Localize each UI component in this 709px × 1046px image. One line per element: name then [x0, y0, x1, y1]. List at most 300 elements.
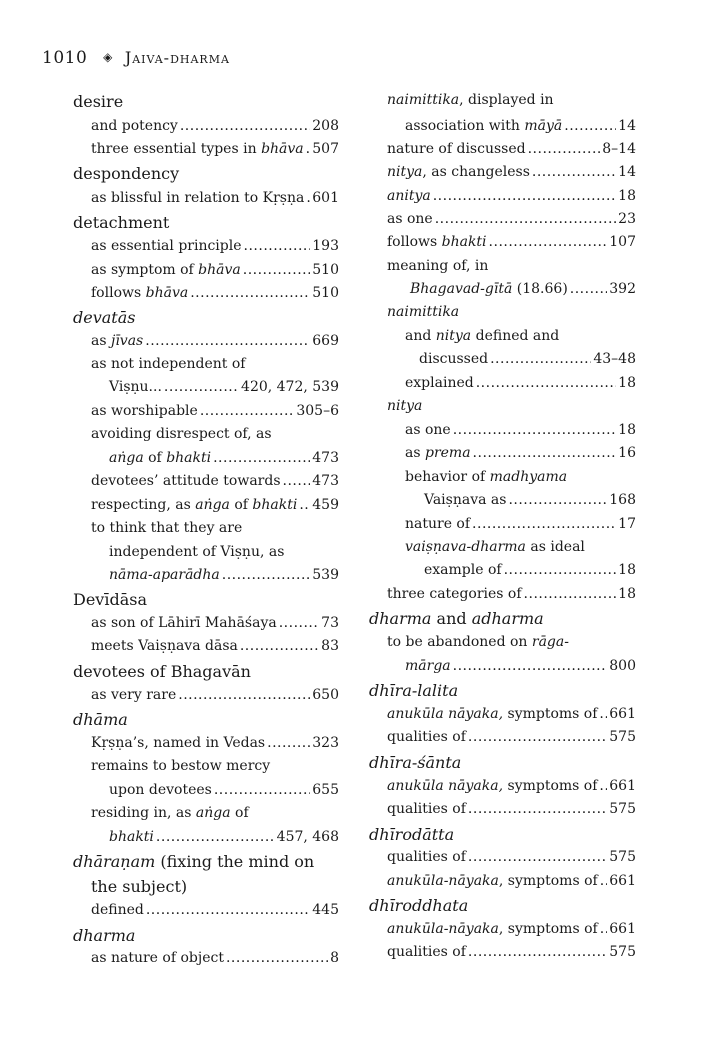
entry-label-part: behavior of — [405, 469, 490, 485]
page-reference: 575 — [609, 944, 636, 960]
entry-label-part: rāga- — [531, 634, 569, 650]
page-reference: 575 — [609, 801, 636, 817]
index-subentry — [91, 190, 339, 206]
index-heading — [73, 926, 135, 945]
entry-label-part: anukūla-nāyaka — [387, 921, 499, 937]
page-reference: 193 — [312, 238, 339, 254]
index-subentry — [387, 921, 636, 937]
index-subentry — [91, 520, 242, 536]
entry-label-part: and — [405, 328, 436, 344]
entry-label-part: anukūla-nāyaka — [387, 873, 499, 889]
dot-leader — [433, 188, 616, 204]
page-reference: 8–14 — [602, 141, 636, 157]
page-reference: 208 — [312, 118, 339, 134]
entry-label-part: nāma-aparādha — [109, 567, 220, 583]
entry-label — [405, 539, 585, 555]
entry-label-part: of — [143, 450, 167, 466]
entry-label: remains to bestow mercy — [91, 758, 271, 774]
entry-label-part: dhīroddhata — [369, 896, 469, 915]
entry-label — [405, 658, 451, 674]
index-subentry — [387, 778, 636, 794]
entry-label-part: bhāva — [261, 141, 304, 157]
dot-leader — [214, 782, 310, 798]
dot-leader — [283, 473, 311, 489]
entry-label-part: māyā — [524, 118, 563, 134]
entry-label — [405, 469, 567, 485]
index-subentry — [91, 758, 270, 774]
page-reference: 800 — [609, 658, 636, 674]
page-number: 1010 — [42, 48, 88, 68]
page-reference: 510 — [312, 285, 339, 301]
entry-label-part: jīvas — [110, 333, 144, 349]
entry-label-part: , displayed in — [459, 92, 554, 108]
index-subentry — [387, 398, 422, 414]
index-subentry — [405, 445, 636, 461]
entry-label — [109, 450, 211, 466]
entry-label-part: madhyama — [489, 469, 568, 485]
entry-label — [369, 896, 468, 915]
entry-label — [91, 141, 304, 157]
entry-label-part: of — [230, 805, 249, 821]
dot-leader — [472, 516, 616, 532]
page-reference: 473 — [312, 450, 339, 466]
dot-leader — [243, 262, 311, 278]
index-subentry — [91, 638, 339, 654]
entry-label: as not independent of — [91, 356, 246, 372]
entry-label-part: aṅga — [109, 450, 144, 466]
dot-leader — [306, 141, 311, 157]
index-subentry — [387, 849, 636, 865]
entry-label — [91, 333, 143, 349]
index-subentry — [91, 615, 339, 631]
entry-label-part: bhāva — [198, 262, 241, 278]
dot-leader — [180, 118, 310, 134]
dot-leader — [267, 735, 310, 751]
index-subentry — [405, 328, 559, 344]
index-subentry — [91, 902, 339, 918]
dot-leader — [532, 164, 616, 180]
entry-label: and potency — [91, 118, 178, 134]
index-subentry — [405, 539, 585, 555]
page-reference: 18 — [618, 586, 636, 602]
entry-label — [387, 706, 597, 722]
page-reference: 445 — [312, 902, 339, 918]
entry-label-part: Bhagavad-gītā — [410, 281, 513, 297]
entry-label-part: dhīrodātta — [369, 825, 455, 844]
entry-label-part: bhakti — [166, 450, 212, 466]
dot-leader — [504, 562, 617, 578]
entry-label — [73, 308, 135, 327]
entry-label — [387, 778, 597, 794]
entry-label-part: dhīra-śānta — [369, 753, 462, 772]
index-subentry — [91, 118, 339, 134]
index-subentry — [91, 735, 339, 751]
page-reference: 17 — [618, 516, 636, 532]
index-heading — [369, 753, 461, 772]
page-reference: 459 — [312, 497, 339, 513]
page-reference: 507 — [312, 141, 339, 157]
running-header — [42, 48, 230, 68]
index-heading — [73, 308, 135, 327]
entry-label-part: (fixing the mind on — [155, 852, 315, 871]
entry-label-part: , symptoms of — [498, 873, 598, 889]
entry-label-part: symptoms of — [503, 706, 598, 722]
dot-leader — [599, 706, 607, 722]
page-reference: 18 — [618, 375, 636, 391]
entry-label-part: dharma — [369, 609, 432, 628]
index-subentry — [387, 634, 569, 650]
index-heading — [73, 662, 251, 681]
entry-label-part: naimittika — [387, 92, 460, 108]
index-heading — [73, 213, 169, 232]
entry-label-part: bhakti — [441, 234, 487, 250]
index-subentry — [91, 473, 339, 489]
index-subentry — [387, 234, 636, 250]
entry-label: discussed — [419, 351, 489, 367]
entry-label: meets Vaiṣṇava dāsa — [91, 638, 238, 654]
dot-leader — [156, 829, 275, 845]
index-subentry — [387, 873, 636, 889]
entry-label: as worshipable — [91, 403, 198, 419]
entry-label-part: follows — [387, 234, 442, 250]
index-subentry — [91, 285, 339, 301]
entry-label — [387, 634, 569, 650]
entry-label: desire — [73, 92, 124, 111]
entry-label — [387, 164, 530, 180]
index-subentry — [109, 782, 339, 798]
entry-label: qualities of — [387, 729, 466, 745]
entry-label: avoiding disrespect of, as — [91, 426, 272, 442]
page-reference: 43–48 — [593, 351, 636, 367]
index-subentry — [91, 333, 339, 349]
index-heading — [73, 710, 128, 729]
index-heading — [91, 877, 187, 896]
entry-label — [387, 398, 422, 414]
index-heading — [369, 609, 544, 628]
entry-label-part: vaiṣṇava-dharma — [405, 539, 526, 555]
entry-label: explained — [405, 375, 474, 391]
dot-leader — [489, 234, 608, 250]
index-subentry — [424, 492, 636, 508]
entry-label-part: nitya — [387, 164, 423, 180]
entry-label: nature of — [405, 516, 471, 532]
entry-label — [387, 188, 431, 204]
index-heading — [73, 92, 123, 111]
entry-label-part: to be abandoned on — [387, 634, 532, 650]
page-reference: 18 — [618, 188, 636, 204]
index-subentry — [91, 262, 339, 278]
dot-leader — [178, 687, 310, 703]
entry-label — [369, 609, 544, 628]
entry-label — [387, 304, 459, 320]
page-reference: 420, 472, 539 — [241, 379, 339, 395]
page-reference: 18 — [618, 422, 636, 438]
dot-leader — [524, 586, 617, 602]
index-heading — [369, 896, 468, 915]
entry-label: qualities of — [387, 801, 466, 817]
entry-label-part: follows — [91, 285, 146, 301]
index-subentry — [387, 211, 636, 227]
entry-label: devotees of Bhagavān — [73, 662, 251, 681]
entry-label-part: anukūla nāyaka, — [387, 706, 504, 722]
entry-label: the subject) — [91, 877, 188, 896]
entry-label — [387, 921, 598, 937]
entry-label — [369, 825, 454, 844]
dot-leader — [226, 950, 328, 966]
entry-label — [109, 567, 220, 583]
dot-leader — [453, 422, 616, 438]
dot-leader — [468, 849, 607, 865]
entry-label-part: devatās — [73, 308, 136, 327]
entry-label — [91, 285, 188, 301]
dot-leader — [599, 778, 607, 794]
entry-label-part: bhakti — [109, 829, 154, 845]
page-reference: 510 — [312, 262, 339, 278]
entry-label: qualities of — [387, 849, 466, 865]
index-subentry — [387, 188, 636, 204]
index-subentry — [410, 281, 636, 297]
index-subentry — [405, 516, 636, 532]
page-reference: 168 — [609, 492, 636, 508]
page-reference: 323 — [312, 735, 339, 751]
index-subentry — [109, 567, 339, 583]
page-reference: 8 — [330, 950, 339, 966]
entry-label — [410, 281, 568, 297]
index-subentry — [91, 403, 339, 419]
index-subentry — [91, 426, 272, 442]
dot-leader — [564, 118, 616, 134]
index-subentry — [109, 544, 284, 560]
index-subentry — [387, 141, 636, 157]
entry-label: as nature of object — [91, 950, 224, 966]
page-reference: 575 — [609, 849, 636, 865]
entry-label — [91, 262, 241, 278]
page-reference: 473 — [312, 473, 339, 489]
dot-leader — [473, 445, 617, 461]
page-reference: 661 — [609, 921, 636, 937]
page-reference: 14 — [618, 164, 636, 180]
entry-label-part: , symptoms of — [498, 921, 598, 937]
entry-label-part: bhāva — [145, 285, 189, 301]
entry-label-part: association with — [405, 118, 525, 134]
entry-label-part: as — [405, 445, 425, 461]
dot-leader — [164, 379, 239, 395]
entry-label — [387, 873, 598, 889]
page-reference: 575 — [609, 729, 636, 745]
entry-label-part: as ideal — [525, 539, 585, 555]
entry-label-part: dhāma — [73, 710, 128, 729]
page-reference: 73 — [321, 615, 339, 631]
entry-label: despondency — [73, 164, 180, 183]
index-subentry — [405, 658, 636, 674]
entry-label: as blissful in relation to Kṛṣṇa — [91, 190, 305, 206]
index-subentry — [424, 562, 636, 578]
index-subentry — [405, 118, 636, 134]
index-subentry — [387, 586, 636, 602]
entry-label-part: anitya — [387, 188, 431, 204]
index-heading — [369, 825, 454, 844]
entry-label-part: nitya — [387, 398, 423, 414]
entry-label-part: dhāraṇam — [73, 852, 156, 871]
index-subentry — [91, 805, 249, 821]
dot-leader — [453, 658, 608, 674]
index-subentry — [387, 258, 488, 274]
page-reference: 601 — [312, 190, 339, 206]
index-heading — [73, 590, 147, 609]
index-subentry — [387, 944, 636, 960]
entry-label-part: dhīra-lalita — [369, 681, 459, 700]
dot-leader — [213, 450, 310, 466]
index-subentry — [91, 356, 245, 372]
entry-label-part: prema — [424, 445, 471, 461]
dot-leader — [468, 801, 607, 817]
index-subentry — [387, 164, 636, 180]
entry-label — [73, 926, 135, 945]
page-reference: 83 — [321, 638, 339, 654]
entry-label-part: mārga — [405, 658, 451, 674]
entry-label: as very rare — [91, 687, 177, 703]
index-heading — [369, 681, 458, 700]
dot-leader — [244, 238, 311, 254]
entry-label: as son of Lāhirī Mahāśaya — [91, 615, 277, 631]
dot-leader — [240, 638, 319, 654]
index-subentry — [91, 687, 339, 703]
entry-label-part: of — [229, 497, 253, 513]
dot-leader — [222, 567, 311, 583]
entry-label: meaning of, in — [387, 258, 489, 274]
index-subentry — [387, 706, 636, 722]
diamond-separator-icon: ◈ — [103, 50, 113, 64]
entry-label — [369, 753, 461, 772]
page-reference: 16 — [618, 445, 636, 461]
index-subentry — [91, 950, 339, 966]
dot-leader — [508, 492, 607, 508]
index-subentry — [387, 92, 554, 108]
dot-leader — [435, 211, 616, 227]
dot-leader — [145, 333, 310, 349]
index-subentry — [387, 801, 636, 817]
page-reference: 107 — [609, 234, 636, 250]
entry-label — [369, 681, 458, 700]
entry-label: upon devotees — [109, 782, 212, 798]
dot-leader — [146, 902, 310, 918]
entry-label — [387, 92, 554, 108]
entry-label: to think that they are — [91, 520, 243, 536]
book-title: Jaiva-dharma — [124, 48, 230, 67]
entry-label-part: aṅga — [195, 497, 230, 513]
entry-label-part: as — [91, 333, 111, 349]
page-reference: 655 — [312, 782, 339, 798]
index-subentry — [91, 238, 339, 254]
entry-label — [109, 829, 154, 845]
dot-leader — [200, 403, 295, 419]
index-heading — [73, 164, 179, 183]
dot-leader — [570, 281, 607, 297]
entry-label-part: three essential types in — [91, 141, 262, 157]
entry-label: Vaiṣṇava as — [424, 492, 507, 508]
entry-label-part: anukūla nāyaka, — [387, 778, 504, 794]
page-reference: 23 — [618, 211, 636, 227]
index-subentry — [109, 379, 339, 395]
entry-label: three categories of — [387, 586, 522, 602]
index-subentry — [387, 304, 459, 320]
entry-label-part: defined and — [471, 328, 560, 344]
page-reference: 392 — [609, 281, 636, 297]
entry-label — [405, 118, 562, 134]
entry-label-part: and — [431, 609, 472, 628]
entry-label — [91, 497, 297, 513]
entry-label: Viṣṇu... — [109, 379, 162, 395]
entry-label — [91, 805, 249, 821]
entry-label: example of — [424, 562, 502, 578]
dot-leader — [306, 190, 310, 206]
dot-leader — [279, 615, 319, 631]
page-reference: 661 — [609, 706, 636, 722]
entry-label: as one — [405, 422, 451, 438]
entry-label: detachment — [73, 213, 170, 232]
index-subentry — [109, 450, 339, 466]
page-reference: 661 — [609, 778, 636, 794]
index-subentry — [387, 729, 636, 745]
dot-leader — [476, 375, 616, 391]
entry-label: devotees’ attitude towards — [91, 473, 281, 489]
entry-label-part: respecting, as — [91, 497, 196, 513]
entry-label-part: bhakti — [252, 497, 298, 513]
entry-label — [405, 445, 471, 461]
page-reference: 661 — [609, 873, 636, 889]
index-subentry — [91, 497, 339, 513]
entry-label-part: aṅga — [195, 805, 231, 821]
index-subentry — [91, 141, 339, 157]
entry-label-part: (18.66) — [512, 281, 568, 297]
dot-leader — [468, 944, 607, 960]
page-reference: 650 — [312, 687, 339, 703]
entry-label-part: symptoms of — [503, 778, 598, 794]
index-heading — [73, 852, 314, 871]
entry-label — [73, 710, 128, 729]
index-subentry — [405, 422, 636, 438]
page-reference: 18 — [618, 562, 636, 578]
entry-label: as essential principle — [91, 238, 242, 254]
index-subentry — [405, 375, 636, 391]
page-reference: 305–6 — [296, 403, 339, 419]
entry-label — [405, 328, 559, 344]
page-reference: 457, 468 — [276, 829, 339, 845]
entry-label — [387, 234, 487, 250]
dot-leader — [600, 921, 608, 937]
entry-label: independent of Viṣṇu, as — [109, 544, 285, 560]
entry-label-part: adharma — [471, 609, 544, 628]
entry-label-part: dharma — [73, 926, 136, 945]
page-reference: 14 — [618, 118, 636, 134]
entry-label: defined — [91, 902, 144, 918]
entry-label-part: residing in, as — [91, 805, 196, 821]
index-subentry — [109, 829, 339, 845]
entry-label: as one — [387, 211, 433, 227]
entry-label: Devīdāsa — [73, 590, 147, 609]
dot-leader — [490, 351, 591, 367]
page-reference: 669 — [312, 333, 339, 349]
entry-label: qualities of — [387, 944, 466, 960]
page-reference: 539 — [312, 567, 339, 583]
dot-leader — [528, 141, 601, 157]
entry-label: Kṛṣṇa’s, named in Vedas — [91, 735, 266, 751]
entry-label: nature of discussed — [387, 141, 526, 157]
index-subentry — [405, 469, 567, 485]
entry-label-part: naimittika — [387, 304, 460, 320]
dot-leader — [600, 873, 608, 889]
dot-leader — [190, 285, 310, 301]
